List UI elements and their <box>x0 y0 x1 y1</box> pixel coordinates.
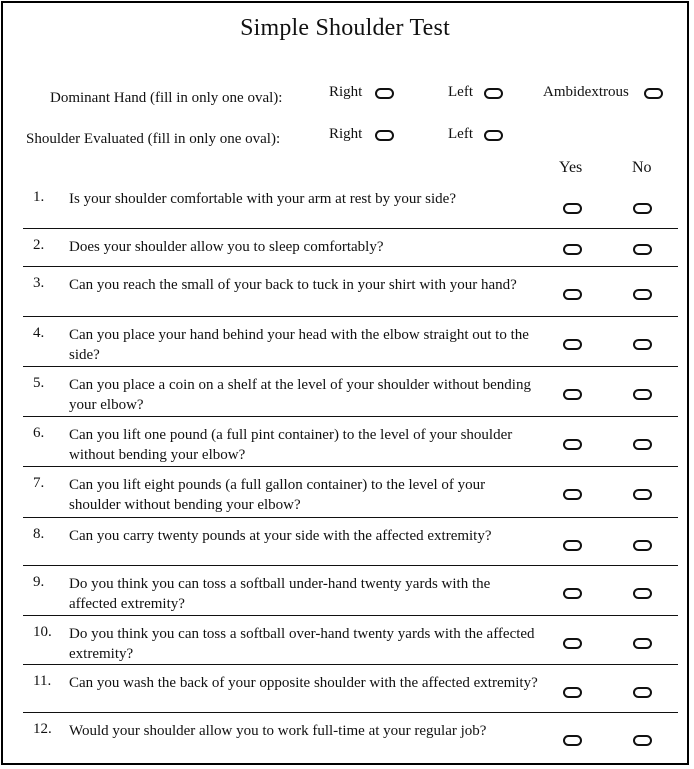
answer-no-oval[interactable] <box>633 687 652 698</box>
answer-yes-oval[interactable] <box>563 687 582 698</box>
question-row <box>23 267 678 317</box>
answer-no-oval[interactable] <box>633 339 652 350</box>
question-text: Can you reach the small of your back to tuck in your shirt with your hand? <box>69 277 517 293</box>
question-row <box>23 467 678 518</box>
shoulder-evaluated-left-oval[interactable] <box>484 130 503 141</box>
answer-no-oval[interactable] <box>633 203 652 214</box>
answer-no-oval[interactable] <box>633 439 652 450</box>
dominant-hand-right-oval[interactable] <box>375 88 394 99</box>
question-number: 3. <box>33 275 45 291</box>
question-text: Would your shoulder allow you to work full-time at your regular job? <box>69 723 487 739</box>
form-frame <box>1 1 689 765</box>
answer-no-oval[interactable] <box>633 244 652 255</box>
answer-yes-oval[interactable] <box>563 439 582 450</box>
question-text: Can you place a coin on a shelf at the level of your shoulder without bending your elbow? <box>69 377 531 413</box>
answer-no-oval[interactable] <box>633 735 652 746</box>
answer-yes-oval[interactable] <box>563 244 582 255</box>
answer-yes-oval[interactable] <box>563 588 582 599</box>
answer-yes-oval[interactable] <box>563 735 582 746</box>
question-number: 4. <box>33 325 45 341</box>
question-row <box>23 367 678 417</box>
question-row <box>23 417 678 467</box>
question-text: Can you carry twenty pounds at your side with the affected extremity? <box>69 528 492 544</box>
yes-column-header: Yes <box>559 159 583 176</box>
form-title: Simple Shoulder Test <box>240 15 450 41</box>
shoulder-evaluated-right-label: Right <box>329 126 363 142</box>
question-text: Do you think you can toss a softball under-hand twenty yards with the affected extremity? <box>69 576 491 612</box>
question-number: 11. <box>33 673 52 689</box>
answer-yes-oval[interactable] <box>563 389 582 400</box>
dominant-hand-ambidextrous-label: Ambidextrous <box>543 84 629 100</box>
answer-no-oval[interactable] <box>633 489 652 500</box>
shoulder-evaluated-label: Shoulder Evaluated (fill in only one oval): <box>26 131 281 147</box>
answer-no-oval[interactable] <box>633 638 652 649</box>
answer-yes-oval[interactable] <box>563 489 582 500</box>
dominant-hand-right-label: Right <box>329 84 363 100</box>
question-number: 8. <box>33 526 45 542</box>
answer-no-oval[interactable] <box>633 389 652 400</box>
question-number: 2. <box>33 237 45 253</box>
dominant-hand-left-oval[interactable] <box>484 88 503 99</box>
shoulder-evaluated-right-oval[interactable] <box>375 130 394 141</box>
question-row <box>23 181 678 229</box>
shoulder-evaluated-left-label: Left <box>448 126 473 142</box>
answer-yes-oval[interactable] <box>563 339 582 350</box>
no-column-header: No <box>632 159 652 176</box>
question-row <box>23 566 678 616</box>
question-text: Is your shoulder comfortable with your arm at rest by your side? <box>69 191 456 207</box>
answer-yes-oval[interactable] <box>563 638 582 649</box>
question-row <box>23 665 678 713</box>
question-number: 5. <box>33 375 45 391</box>
answer-no-oval[interactable] <box>633 540 652 551</box>
answer-yes-oval[interactable] <box>563 289 582 300</box>
answer-no-oval[interactable] <box>633 588 652 599</box>
dominant-hand-ambidextrous-oval[interactable] <box>644 88 663 99</box>
dominant-hand-left-label: Left <box>448 84 473 100</box>
dominant-hand-label: Dominant Hand (fill in only one oval): <box>50 90 283 106</box>
question-number: 6. <box>33 425 45 441</box>
question-text: Can you place your hand behind your head with the elbow straight out to the side? <box>69 327 529 363</box>
question-row <box>23 616 678 665</box>
question-row <box>23 317 678 367</box>
question-text: Can you lift eight pounds (a full gallon container) to the level of your shoulder without bending your elbow? <box>69 477 486 513</box>
question-text: Do you think you can toss a softball over-hand twenty yards with the affected extremity? <box>69 626 535 662</box>
answer-yes-oval[interactable] <box>563 540 582 551</box>
answer-no-oval[interactable] <box>633 289 652 300</box>
question-row <box>23 229 678 267</box>
question-number: 7. <box>33 475 45 491</box>
question-number: 10. <box>33 624 52 640</box>
answer-yes-oval[interactable] <box>563 203 582 214</box>
question-row <box>23 713 678 763</box>
question-number: 1. <box>33 189 45 205</box>
question-number: 12. <box>33 721 52 737</box>
question-number: 9. <box>33 574 45 590</box>
question-row <box>23 518 678 566</box>
question-text: Can you lift one pound (a full pint container) to the level of your shoulder without bending your elbow? <box>69 427 513 463</box>
question-text: Does your shoulder allow you to sleep comfortably? <box>69 239 384 255</box>
question-text: Can you wash the back of your opposite shoulder with the affected extremity? <box>69 675 538 691</box>
